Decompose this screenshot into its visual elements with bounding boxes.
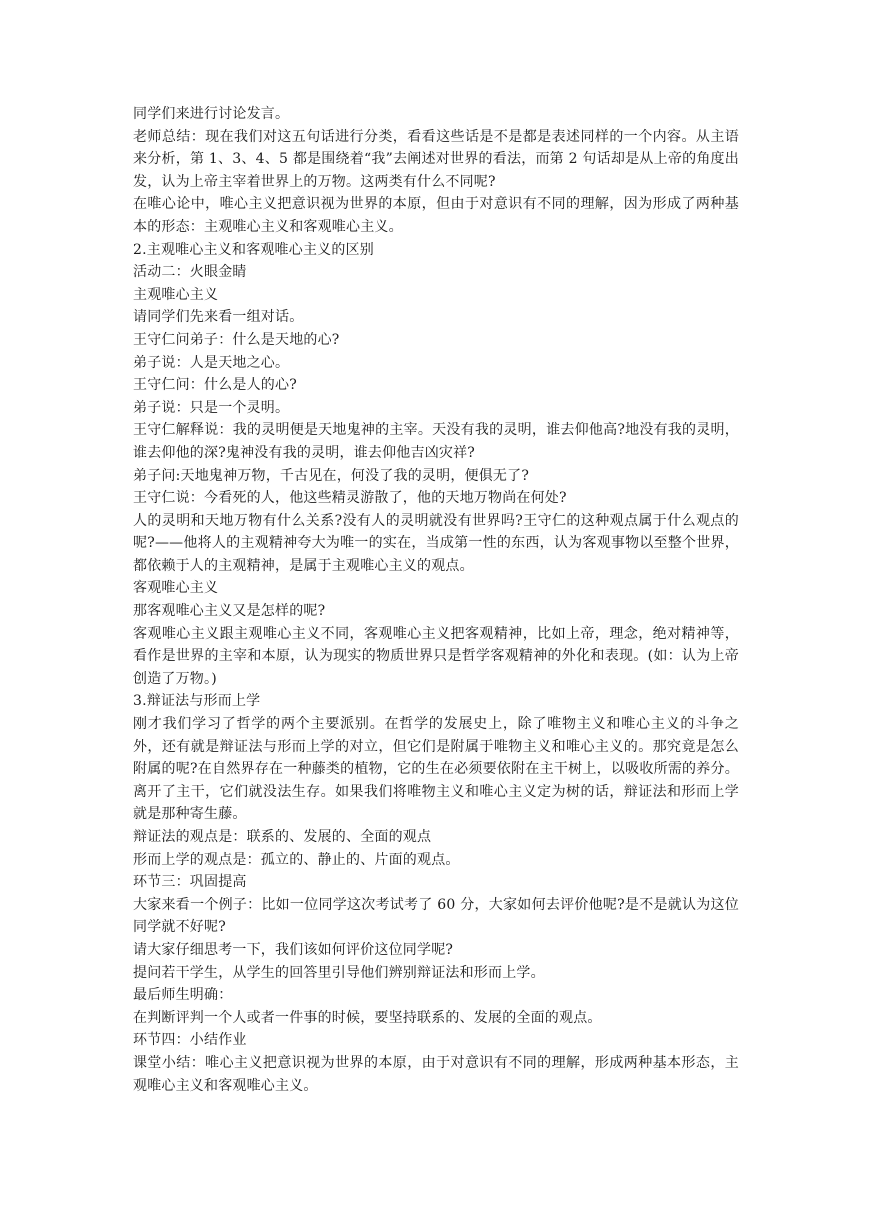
paragraph: 同学们来进行讨论发言。 (133, 106, 290, 122)
dialogue-line: 王守仁问：什么是人的心? (133, 377, 297, 394)
subheading: 客观唯心主义 (133, 580, 219, 597)
paragraph: 人的灵明和天地万物有什么关系?没有人的灵明就没有世界吗?王守仁的这种观点属于什么观点的呢?——他将人的主观精神夸大为唯一的实在，当成第一性的东西，认为客观事物以至整个世界，都依赖于人的主观精神，是属于主观唯心主义的观点。 (133, 512, 739, 574)
dialogue-line: 弟子问:天地鬼神万物，千古见在，何没了我的灵明，便俱无了? (133, 467, 530, 484)
dialogue-line: 弟子说：人是天地之心。 (133, 354, 290, 371)
activity-heading: 环节三：巩固提高 (133, 874, 247, 891)
document-body (133, 103, 739, 1097)
paragraph: 请大家仔细思考一下，我们该如何评价这位同学呢? (133, 941, 454, 958)
dialogue-line: 王守仁问弟子：什么是天地的心? (133, 331, 340, 348)
paragraph: 在判断评判一个人或者一件事的时候，要坚持联系的、发展的全面的观点。 (133, 1009, 602, 1026)
paragraph: 辩证法的观点是：联系的、发展的、全面的观点 (133, 829, 432, 845)
paragraph: 客观唯心主义跟主观唯心主义不同，客观唯心主义把客观精神，比如上帝，理念，绝对精神等，看作是世界的主宰和本原，认为现实的物质世界只是哲学客观精神的外化和表现。(如：认为上帝创造了万物。) (133, 625, 739, 687)
paragraph: 课堂小结：唯心主义把意识视为世界的本原，由于对意识有不同的理解，形成两种基本形态，主观唯心主义和客观唯心主义。 (133, 1054, 739, 1094)
paragraph: 老师总结：现在我们对这五句话进行分类，看看这些话是不是都是表述同样的一个内容。从主语来分析，第 1、3、4、5 都是围绕着“我”去阐述对世界的看法，而第 2 句话却是从上帝的角度出发，认为上帝主宰着世界上的万物。这两类有什么不同呢? (133, 128, 739, 190)
paragraph: 那客观唯心主义又是怎样的呢? (133, 603, 326, 620)
paragraph: 在唯心论中，唯心主义把意识视为世界的本原，但由于对意识有不同的理解，因为形成了两种基本的形态：主观唯心主义和客观唯心主义。 (133, 196, 739, 235)
subheading: 主观唯心主义 (133, 286, 219, 303)
dialogue-line: 王守仁解释说：我的灵明便是天地鬼神的主宰。天没有我的灵明，谁去仰他高?地没有我的灵明，谁去仰他的深?鬼神没有我的灵明，谁去仰他吉凶灾祥? (133, 422, 739, 461)
paragraph: 形而上学的观点是：孤立的、静止的、片面的观点。 (133, 851, 460, 868)
paragraph: 提问若干学生，从学生的回答里引导他们辨别辩证法和形而上学。 (133, 964, 545, 981)
paragraph: 大家来看一个例子：比如一位同学这次考试考了 60 分，大家如何去评价他呢?是不是就认为这位同学就不好呢? (133, 896, 739, 936)
activity-heading: 环节四：小结作业 (133, 1032, 247, 1049)
dialogue-line: 王守仁说：今看死的人，他这些精灵游散了，他的天地万物尚在何处? (133, 490, 567, 507)
paragraph: 最后师生明确： (133, 987, 233, 1004)
section-heading: 3.辩证法与形而上学 (133, 693, 261, 710)
paragraph: 请同学们先来看一组对话。 (133, 309, 304, 326)
dialogue-line: 弟子说：只是一个灵明。 (133, 399, 290, 416)
section-heading: 2.主观唯心主义和客观唯心主义的区别 (133, 241, 374, 258)
activity-heading: 活动二：火眼金睛 (133, 264, 247, 281)
paragraph: 刚才我们学习了哲学的两个主要派别。在哲学的发展史上，除了唯物主义和唯心主义的斗争之外，还有就是辩证法与形而上学的对立，但它们是附属于唯物主义和唯心主义的。那究竟是怎么附属的呢?在自然界存在一种藤类的植物，它的生在必须要依附在主干树上，以吸收所需的养分。离开了主干，它们就没法生存。如果我们将唯物主义和唯心主义定为树的话，辩证法和形而上学就是那种寄生藤。 (133, 716, 739, 823)
